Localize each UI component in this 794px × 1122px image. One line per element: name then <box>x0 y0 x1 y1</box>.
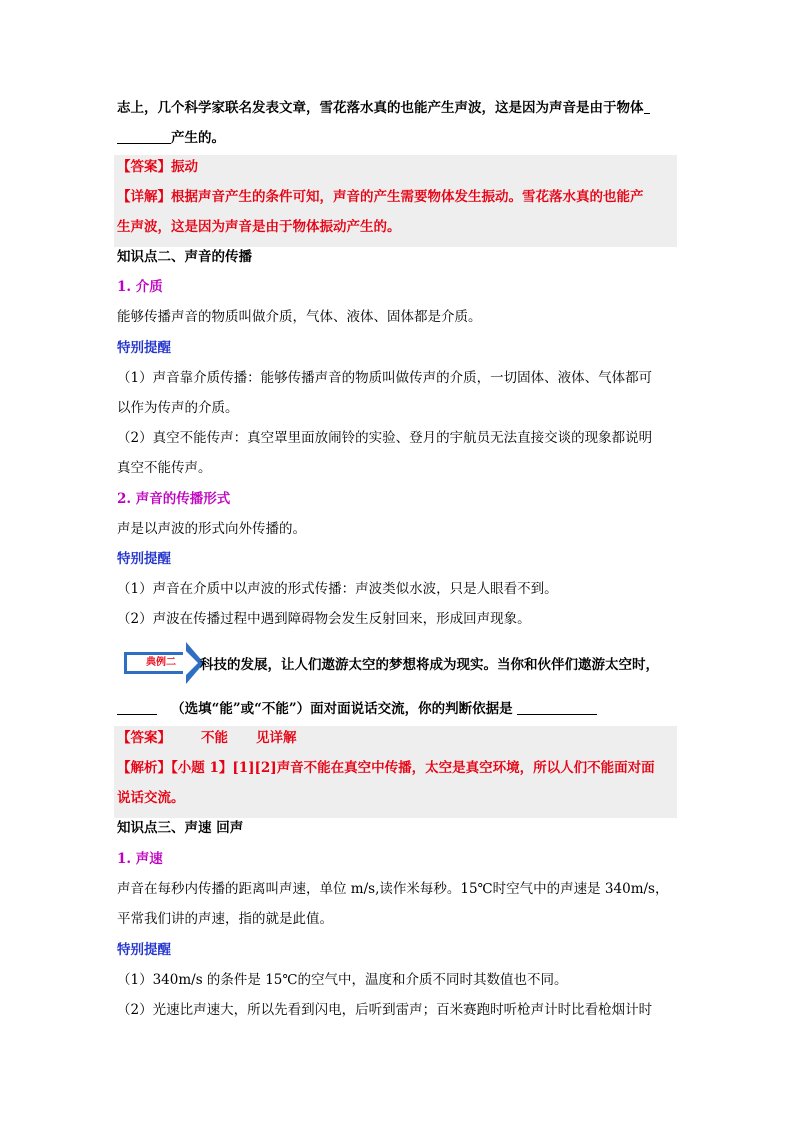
section-title: 知识点二、声音的传播 <box>117 249 252 265</box>
detail-text: 生声波，这是因为声音是由于物体振动产生的。 <box>117 219 401 235</box>
detail-line-2 <box>117 217 401 237</box>
analysis-line-2: 说话交流。 <box>117 790 185 806</box>
tip-heading: 特别提醒 <box>117 942 171 958</box>
answer-blank <box>644 99 650 114</box>
example-line-2 <box>117 699 597 719</box>
answer-line <box>117 728 297 748</box>
answer-blank <box>517 700 597 715</box>
paragraph: 能够传播声音的物质叫做介质，气体、液体、固体都是介质。 <box>117 309 482 325</box>
paragraph: 声音在每秒内传播的距离叫声速，单位 m/s,读作米每秒。15℃时空气中的声速是 340m/s， <box>117 881 669 897</box>
answer-text: 见详解 <box>256 730 297 746</box>
paragraph: 声是以声波的形式向外传播的。 <box>117 521 306 537</box>
analysis-label: 【解析】 <box>117 760 171 776</box>
tip-heading: 特别提醒 <box>117 340 171 356</box>
tip-item: （2）声波在传播过程中遇到障碍物会发生反射回来，形成回声现象。 <box>117 611 531 627</box>
tip-item: （1）声音在介质中以声波的形式传播：声波类似水波，只是人眼看不到。 <box>117 581 558 597</box>
tip-item: （1）340m/s 的条件是 15℃的空气中，温度和介质不同时其数值也不同。 <box>117 972 568 988</box>
badge-label: 典例二 <box>146 657 176 668</box>
answer-blank <box>117 129 171 144</box>
tip-heading: 特别提醒 <box>117 551 171 567</box>
example-line-1: 科技的发展，让人们遨游太空的梦想将成为现实。当你和伙伴们遨游太空时， <box>200 657 659 673</box>
tip-item: （2）光速比声速大，所以先看到闪电，后听到雷声；百米赛跑时听枪声计时比看枪烟计时 <box>117 1002 653 1018</box>
analysis-ref: [1][2] <box>232 760 277 776</box>
answer-text: 振动 <box>171 159 198 175</box>
detail-label: 【详解】 <box>117 189 171 205</box>
answer-blank <box>117 700 157 715</box>
tip-item: （1）声音靠介质传播：能够传播声音的物质叫做传声的介质，一切固体、液体、气体都可 <box>117 370 653 386</box>
question-text: 产生的。 <box>171 130 225 146</box>
subheading: 1. 声速 <box>117 851 163 867</box>
answer-label: 【答案】 <box>117 159 171 175</box>
tip-item: （2）真空不能传声：真空罩里面放闹铃的实验、登月的宇航员无法直接交谈的现象都说明 <box>117 430 653 446</box>
tip-item: 以作为传声的介质。 <box>117 400 239 416</box>
paragraph: 平常我们讲的声速，指的就是此值。 <box>117 911 333 927</box>
question-line-1 <box>117 98 650 118</box>
subheading: 2. 声音的传播形式 <box>117 491 231 507</box>
answer-text: 不能 <box>201 730 228 746</box>
answer-line <box>117 157 198 177</box>
tip-item: 真空不能传声。 <box>117 460 212 476</box>
analysis-text: 声音不能在真空中传播，太空是真空环境，所以人们不能面对面 <box>276 760 655 776</box>
analysis-tag: 【小题 1】 <box>171 760 233 776</box>
section-title: 知识点三、声速 回声 <box>117 820 244 836</box>
question-text: 志上，几个科学家联名发表文章，雪花落水真的也能产生声波，这是因为声音是由于物体 <box>117 100 644 116</box>
detail-text: 根据声音产生的条件可知，声音的产生需要物体发生振动。雪花落水真的也能产 <box>171 189 644 205</box>
analysis-line-1 <box>117 758 655 778</box>
example-badge <box>124 642 204 684</box>
answer-label: 【答案】 <box>117 730 171 746</box>
subheading: 1. 介质 <box>117 279 163 295</box>
detail-line-1 <box>117 187 644 207</box>
example-text: （选填“能”或“不能”）面对面说话交流，你的判断依据是 <box>171 701 513 717</box>
question-line-2 <box>117 128 225 148</box>
